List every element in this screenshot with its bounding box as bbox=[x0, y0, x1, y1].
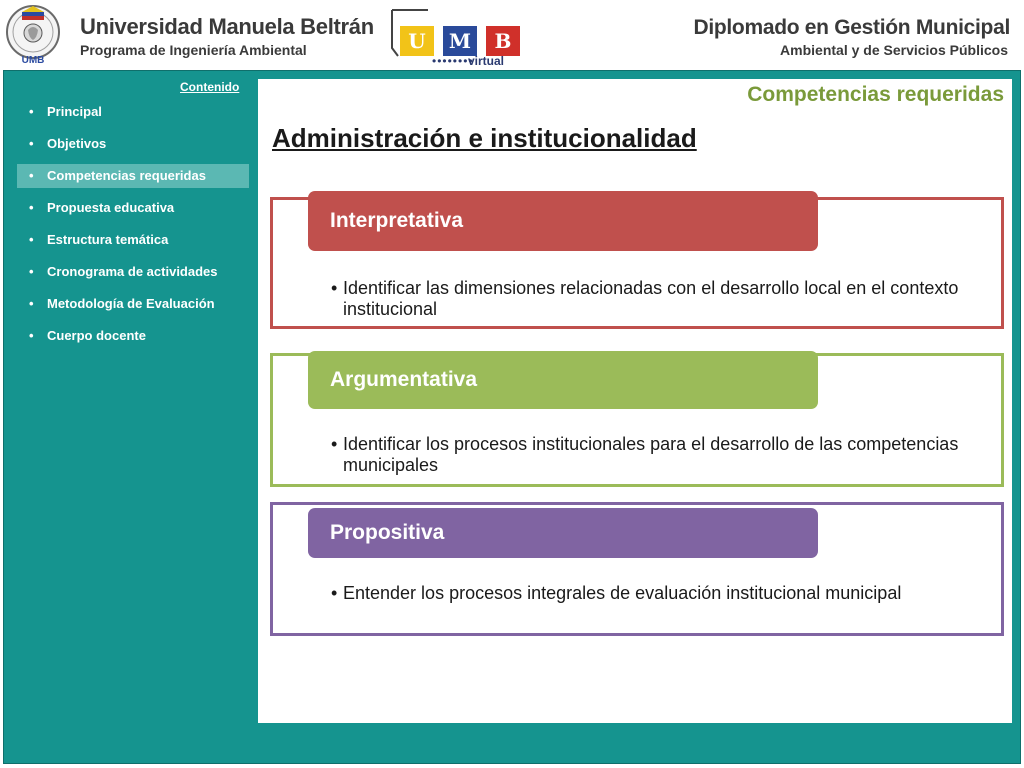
sidebar-item-principal[interactable] bbox=[17, 100, 249, 124]
competency-tab-interpretativa: Interpretativa bbox=[308, 191, 818, 251]
logo-dots: •••••••• bbox=[432, 54, 474, 68]
sidebar-item-propuesta[interactable] bbox=[17, 196, 249, 220]
program-name: Programa de Ingeniería Ambiental bbox=[80, 42, 307, 58]
competency-tab-propositiva: Propositiva bbox=[308, 508, 818, 558]
bullet-icon: • bbox=[29, 264, 34, 279]
sidebar-item-label: Cuerpo docente bbox=[47, 328, 146, 343]
logo-letter-u: U bbox=[400, 26, 434, 56]
sidebar-item-cronograma[interactable] bbox=[17, 260, 249, 284]
competency-tab-argumentativa: Argumentativa bbox=[308, 351, 818, 409]
bullet-icon: • bbox=[331, 434, 338, 454]
bullet-icon: • bbox=[29, 104, 34, 119]
sidebar-item-label: Propuesta educativa bbox=[47, 200, 175, 215]
university-seal-icon bbox=[4, 2, 62, 66]
bullet-icon: • bbox=[29, 200, 34, 215]
umb-virtual-logo bbox=[388, 8, 528, 66]
logo-letter-b: B bbox=[486, 26, 520, 56]
sidebar-item-estructura[interactable] bbox=[17, 228, 249, 252]
bullet-icon: • bbox=[29, 136, 34, 151]
sidebar-item-metodologia[interactable] bbox=[17, 292, 249, 316]
bullet-icon: • bbox=[29, 296, 34, 311]
diploma-subtitle: Ambiental y de Servicios Públicos bbox=[780, 42, 1008, 58]
svg-text:UMB: UMB bbox=[21, 55, 45, 66]
section-label: Competencias requeridas bbox=[747, 83, 1004, 106]
page-header bbox=[0, 0, 1024, 70]
logo-virtual-label: virtual bbox=[468, 54, 505, 68]
sidebar-item-label: Metodología de Evaluación bbox=[47, 296, 215, 311]
sidebar-item-objetivos[interactable] bbox=[17, 132, 249, 156]
sidebar-item-label: Objetivos bbox=[47, 136, 107, 151]
sidebar-nav bbox=[17, 100, 249, 356]
bullet-icon: • bbox=[29, 232, 34, 247]
content-panel bbox=[258, 79, 1012, 723]
sidebar-item-cuerpo-docente[interactable] bbox=[17, 324, 249, 348]
sidebar-heading-link[interactable]: Contenido bbox=[180, 80, 240, 94]
sidebar-item-label: Estructura temática bbox=[47, 232, 169, 247]
sidebar-item-label: Competencias requeridas bbox=[47, 168, 206, 183]
sidebar-item-competencias[interactable] bbox=[17, 164, 249, 188]
diploma-title: Diplomado en Gestión Municipal bbox=[693, 16, 1010, 39]
sidebar-item-label: Principal bbox=[47, 104, 102, 119]
university-name: Universidad Manuela Beltrán bbox=[80, 14, 374, 39]
logo-letter-m: M bbox=[443, 26, 477, 56]
bullet-icon: • bbox=[331, 583, 338, 603]
competency-description: • Identificar las dimensiones relacionadas con el desarrollo local en el contexto institucional bbox=[331, 278, 959, 319]
bullet-icon: • bbox=[29, 328, 34, 343]
competency-description: • Identificar los procesos institucionales para el desarrollo de las competencias municipales bbox=[331, 434, 959, 475]
bullet-icon: • bbox=[29, 168, 34, 183]
page-title: Administración e institucionalidad bbox=[272, 123, 697, 153]
sidebar-item-label: Cronograma de actividades bbox=[47, 264, 218, 279]
bullet-icon: • bbox=[331, 278, 338, 298]
competency-description: • Entender los procesos integrales de evaluación institucional municipal bbox=[331, 583, 902, 603]
